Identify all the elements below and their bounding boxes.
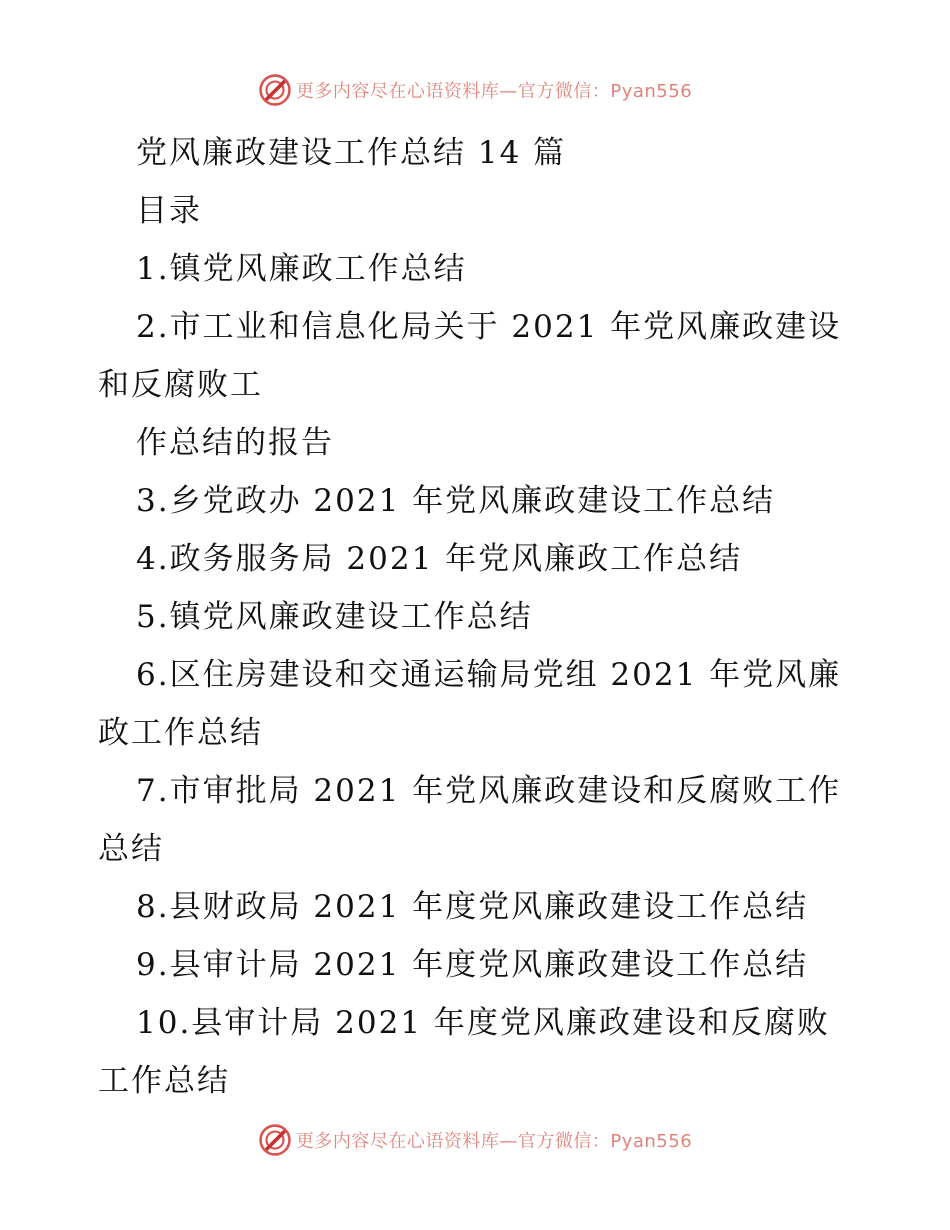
watermark-footer (0, 1120, 950, 1160)
toc-line: 工作总结 (98, 1063, 230, 1099)
toc-line: 和反腐败工 (98, 367, 263, 403)
toc-line: 2.市工业和信息化局关于 2021 年党风廉政建设 (136, 309, 842, 345)
toc-line: 1.镇党风廉政工作总结 (136, 251, 467, 287)
watermark-logo-icon (258, 73, 292, 107)
toc-line: 4.政务服务局 2021 年党风廉政工作总结 (136, 541, 743, 577)
toc-line: 8.县财政局 2021 年度党风廉政建设工作总结 (136, 889, 809, 925)
watermark-text: 更多内容尽在心语资料库—官方微信：Pyan556 (295, 1131, 693, 1152)
toc-line: 总结 (98, 831, 164, 867)
toc-line: 作总结的报告 (136, 425, 334, 461)
toc-line: 3.乡党政办 2021 年党风廉政建设工作总结 (136, 483, 776, 519)
document-title: 党风廉政建设工作总结 14 篇 (136, 135, 567, 171)
watermark-logo-icon (258, 1123, 292, 1157)
document-body (98, 124, 858, 1110)
toc-line: 9.县审计局 2021 年度党风廉政建设工作总结 (136, 947, 809, 983)
watermark-text: 更多内容尽在心语资料库—官方微信：Pyan556 (295, 81, 693, 102)
toc-heading: 目录 (136, 193, 202, 229)
toc-line: 政工作总结 (98, 715, 263, 751)
toc-line: 10.县审计局 2021 年度党风廉政建设和反腐败 (136, 1005, 830, 1041)
toc-list (98, 240, 858, 1110)
toc-line: 5.镇党风廉政建设工作总结 (136, 599, 533, 635)
watermark-header (0, 70, 950, 110)
toc-line: 6.区住房建设和交通运输局党组 2021 年党风廉 (136, 657, 842, 693)
toc-line: 7.市审批局 2021 年党风廉政建设和反腐败工作 (136, 773, 842, 809)
